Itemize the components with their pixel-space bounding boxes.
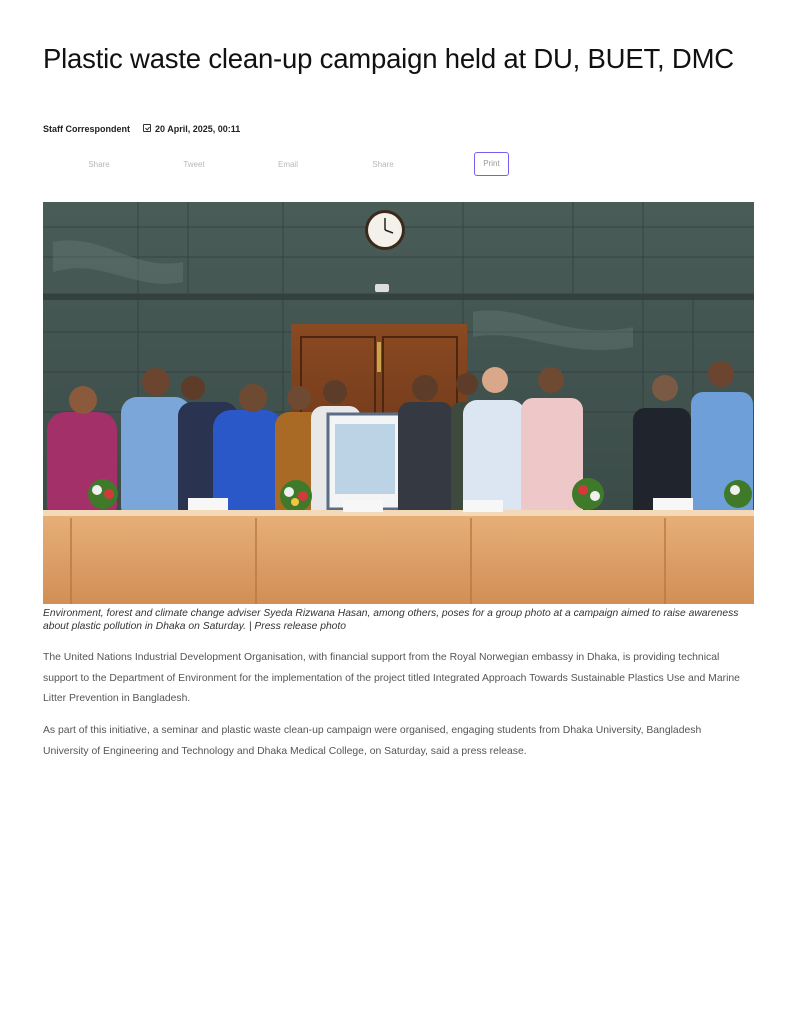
article-headline: Plastic waste clean-up campaign held at DU, BUET, DMC [43,43,734,74]
author-name[interactable]: Staff Correspondent [43,124,131,134]
article-photo [43,202,754,604]
publish-date: 20 April, 2025, 00:11 [155,124,241,134]
share-bar [43,152,523,178]
facebook-share-button[interactable]: Share [88,160,110,169]
calendar-icon [143,124,151,132]
article-paragraph-1: The United Nations Industrial Development Organisation, with financial support from the Royal Norwegian embassy in Dhaka, is providing technical support to the Department of Environment for the implementation of the project titled Integrated Approach Towards Sustainable Plastics Use and Marine Litter Prevention in Bangladesh. [43,652,740,704]
generic-share-button[interactable]: Share [372,160,394,169]
twitter-share-button[interactable]: Tweet [183,160,205,169]
email-share-button[interactable]: Email [277,160,298,169]
print-button[interactable]: Print [474,152,509,176]
byline [43,121,240,137]
photo-caption: Environment, forest and climate change adviser Syeda Rizwana Hasan, among others, poses for a group photo at a campaign aimed to raise awareness about plastic pollution in Dhaka on Saturday. | Press release photo [43,608,739,632]
article-paragraph-2: As part of this initiative, a seminar and plastic waste clean-up campaign were organised, engaging students from Dhaka University, Bangladesh University of Engineering and Technology and Dhaka Medical College, on Saturday, said a press release. [43,725,702,757]
